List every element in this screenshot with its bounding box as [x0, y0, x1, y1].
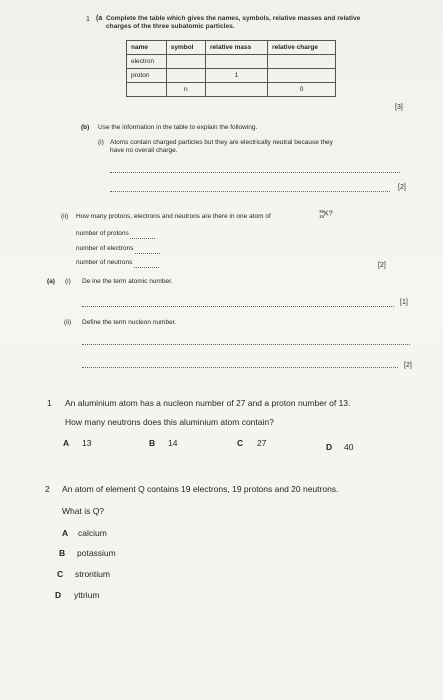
mc1-option-letter: C [237, 438, 244, 448]
table-cell: proton [127, 69, 167, 83]
mc2-option-letter: B [59, 548, 66, 558]
mc1-option-letter: A [63, 438, 70, 448]
table-row [127, 69, 336, 83]
answer-line[interactable] [82, 344, 410, 345]
table-cell [206, 55, 268, 69]
mc2-option-text[interactable]: strontium [75, 569, 110, 579]
part-c-ii-label: (ii) [64, 319, 72, 326]
mc1-option-text[interactable]: 13 [82, 438, 92, 448]
mc1-line1: An aluminium atom has a nucleon number of 27 and a proton number of 13. [65, 398, 351, 408]
table-cell: electron [127, 55, 167, 69]
part-a-text-line2: charges of the three subatomic particles. [106, 23, 235, 30]
part-b-i-line1: Atoms contain charged particles but they are electrically neutral because they [110, 139, 333, 146]
mc1-option-text[interactable]: 40 [344, 442, 354, 452]
part-b-ii-text: How many protons, electrons and neutrons are there in one atom of [76, 213, 271, 220]
mc1-option-text[interactable]: 27 [257, 438, 267, 448]
mc1-line2: How many neutrons does this aluminium atom contain? [65, 417, 274, 427]
mc1-option-text[interactable]: 14 [168, 438, 178, 448]
table-cell [206, 83, 268, 97]
part-c-i-text: De ine the term atomic number. [82, 278, 173, 285]
isotope-atomic-number: 19 [319, 214, 325, 219]
table-cell: 0 [268, 83, 336, 97]
part-b-i-label: (i) [98, 139, 104, 146]
table-cell [127, 83, 167, 97]
table-header: relative charge [268, 41, 336, 55]
mark-a: [3] [395, 104, 403, 111]
part-a-text-line1: Complete the table which gives the names, symbols, relative masses and relative [106, 15, 361, 22]
isotope-notation [319, 209, 333, 219]
table-cell [268, 69, 336, 83]
table-row [127, 83, 336, 97]
mark-b-ii: [2] [378, 262, 386, 269]
neutrons-answer-line[interactable] [134, 267, 159, 268]
table-row [127, 55, 336, 69]
subatomic-particles-table [126, 40, 336, 97]
table-cell [166, 55, 205, 69]
mc2-option-text[interactable]: potassium [77, 548, 116, 558]
table-cell: 1 [206, 69, 268, 83]
answer-line[interactable] [110, 172, 400, 173]
mark-c-i: [1] [400, 299, 408, 306]
mc2-option-text[interactable]: yttrium [74, 590, 100, 600]
isotope-mass-number: 39 [319, 209, 325, 214]
table-cell [268, 55, 336, 69]
mc1-option-letter: D [326, 442, 333, 452]
mc2-line2: What is Q? [62, 506, 105, 516]
mc2-option-text[interactable]: calcium [78, 528, 107, 538]
mc1-option-letter: B [149, 438, 156, 448]
neutrons-label: number of neutrons [76, 259, 133, 266]
table-cell: n [166, 83, 205, 97]
part-a-label: (a [96, 15, 103, 22]
mc2-option-letter: D [55, 590, 62, 600]
isotope-symbol: K [324, 210, 329, 218]
mc2-option-letter: A [62, 528, 69, 538]
mc2-line1: An atom of element Q contains 19 electrons, 19 protons and 20 neutrons. [62, 484, 339, 494]
electrons-answer-line[interactable] [135, 253, 160, 254]
answer-line[interactable] [82, 306, 394, 307]
answer-line[interactable] [82, 367, 398, 368]
answer-line[interactable] [110, 191, 390, 192]
part-b-label: (b) [81, 124, 90, 131]
part-b-i-line2: have no overall charge. [110, 147, 178, 154]
part-c-i-label: (i) [65, 278, 71, 285]
table-header: name [127, 41, 167, 55]
part-c-ii-text: Define the term nucleon number. [82, 319, 177, 326]
mark-b-i: [2] [398, 184, 406, 191]
protons-answer-line[interactable] [130, 238, 155, 239]
electrons-label: number of electrons [76, 245, 134, 252]
mc2-number: 2 [45, 484, 50, 494]
table-header: relative mass [206, 41, 268, 55]
table-header-row [127, 41, 336, 55]
part-b-text: Use the information in the table to explain the following. [98, 124, 258, 131]
protons-label: number of protons [76, 230, 129, 237]
table-cell [166, 69, 205, 83]
part-b-ii-label: (ii) [61, 213, 69, 220]
question-number: 1 [86, 16, 90, 23]
part-c-label: (a) [47, 278, 55, 285]
mc1-number: 1 [47, 398, 52, 408]
isotope-question-mark: ? [328, 210, 333, 218]
table-header: symbol [166, 41, 205, 55]
mc2-option-letter: C [57, 569, 64, 579]
mark-c-ii: [2] [404, 362, 412, 369]
